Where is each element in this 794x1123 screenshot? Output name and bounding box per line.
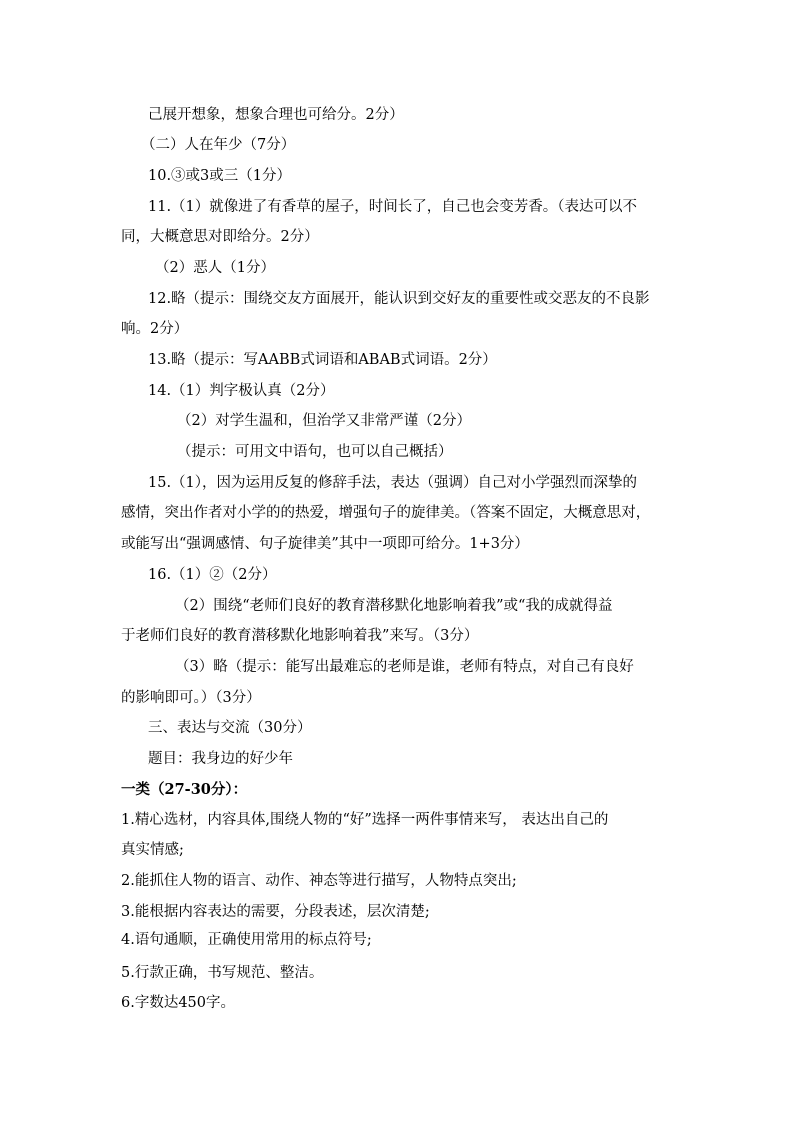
text-line: （2）恶人（1分） — [155, 260, 275, 276]
grade-heading: 一类（27-30分）： — [121, 781, 248, 798]
text-line: 同，大概意思对即给分。2分） — [121, 229, 319, 245]
criterion-item: 1.精心选材，内容具体,围绕人物的“好”选择一两件事情来写， 表达出自己的 — [121, 812, 609, 828]
text-line: 己展开想象，想象合理也可给分。2分） — [148, 107, 404, 123]
text-line: 15.（1），因为运用反复的修辞手法，表达（强调）自己对小学强烈而深挚的 — [148, 475, 638, 491]
text-line: 于老师们良好的教育潜移默化地影响着我”来写。（3分） — [121, 628, 479, 644]
text-line: 13.略（提示：写AABB式词语和ABAB式词语。2分） — [148, 352, 497, 368]
text-line: 响。2分） — [121, 321, 189, 337]
text-line: 10.③或3或三（1分） — [148, 168, 292, 184]
text-line: （2）围绕“老师们良好的教育潜移默化地影响着我”或“我的成就得益 — [175, 598, 613, 614]
criterion-item: 5.行款正确，书写规范、整洁。 — [121, 965, 324, 981]
text-line: 14.（1）判字极认真（2分） — [148, 383, 335, 399]
text-line: 16.（1）②（2分） — [148, 567, 277, 583]
essay-title: 题目：我身边的好少年 — [148, 751, 293, 767]
text-line: （提示：可用文中语句，也可以自己概括） — [177, 444, 453, 460]
criterion-item: 6.字数达450字。 — [121, 995, 236, 1011]
criterion-item: 4.语句通顺，正确使用常用的标点符号; — [121, 932, 372, 948]
text-line: 的影响即可。）（3分） — [121, 690, 261, 706]
text-line: 或能写出“强调感情、句子旋律美”其中一项即可给分。1+3分） — [121, 536, 529, 552]
criterion-item: 真实情感; — [121, 842, 184, 858]
text-line: （2）对学生温和，但治学又非常严谨（2分） — [177, 413, 471, 429]
text-line: （3）略（提示：能写出最难忘的老师是谁，老师有特点，对自己有良好 — [175, 659, 634, 675]
text-line: 12.略（提示：围绕交友方面展开，能认识到交好友的重要性或交恶友的不良影 — [148, 291, 650, 307]
criterion-item: 3.能根据内容表达的需要，分段表述，层次清楚; — [121, 904, 430, 920]
criterion-item: 2.能抓住人物的语言、动作、神态等进行描写，人物特点突出; — [121, 873, 517, 889]
text-line: 感情，突出作者对小学的的热爱，增强句子的旋律美。（答案不固定，大概意思对， — [121, 505, 651, 521]
text-line: 11.（1）就像进了有香草的屋子，时间长了，自己也会变芳香。（表达可以不 — [148, 199, 638, 215]
section-heading: 三、表达与交流（30分） — [148, 720, 312, 736]
section-heading: （二）人在年少（7分） — [141, 137, 296, 153]
